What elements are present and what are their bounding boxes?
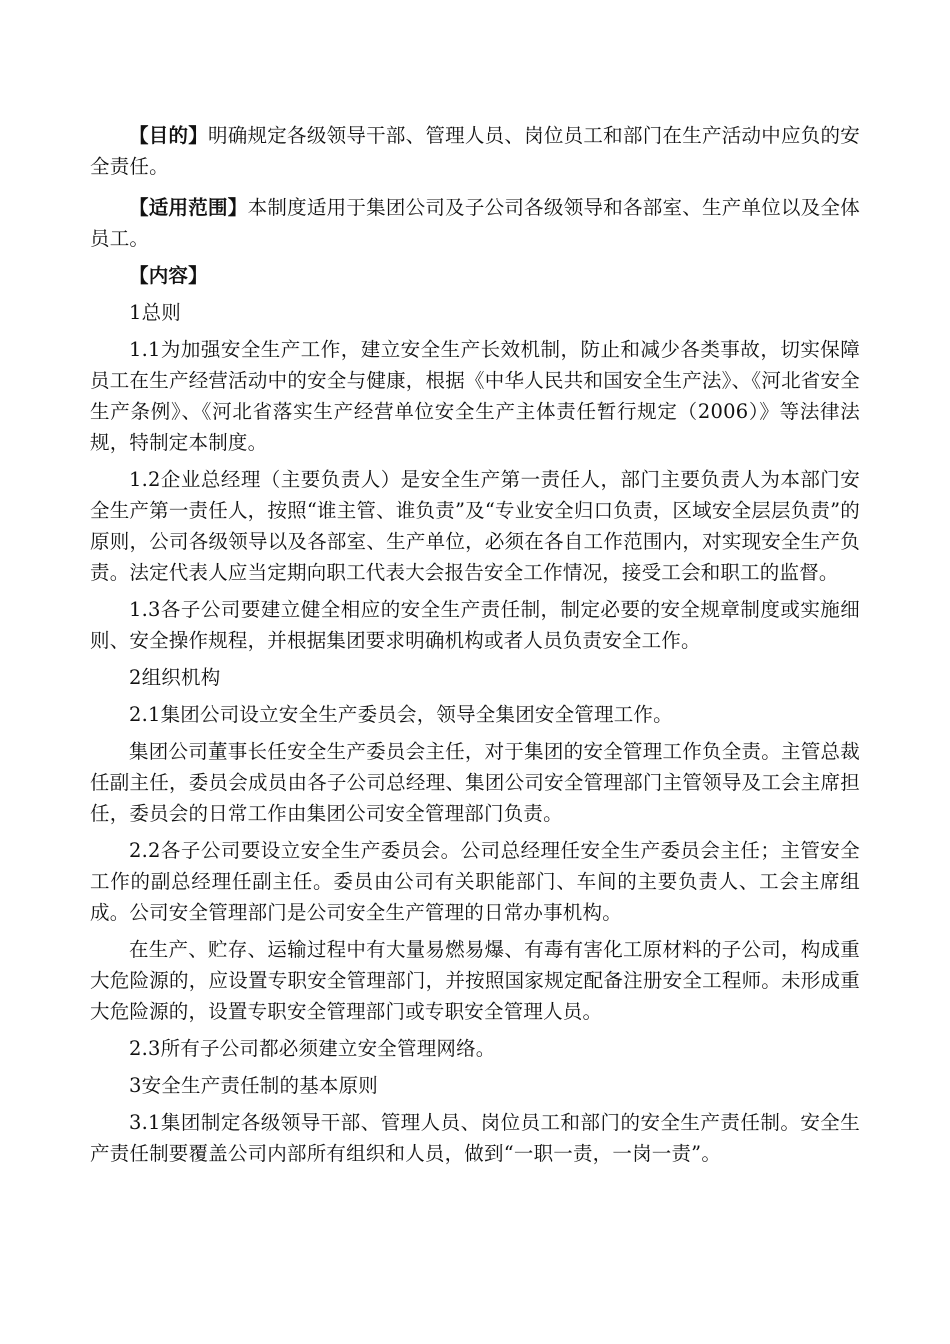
scope-text: 本制度适用于集团公司及子公司各级领导和各部室、生产单位以及全体员工。 (90, 196, 861, 250)
section-heading-principles: 3安全生产责任制的基本原则 (129, 1074, 379, 1097)
paragraph-2-2-detail: 在生产、贮存、运输过程中有大量易燃易爆、有毒有害化工原材料的子公司，构成重大危险源的，应设置专职安全管理部门，并按照国家规定配备注册安全工程师。未形成重大危险源的，设置专职安全管理部门或专职安全管理人员。 (90, 938, 860, 1023)
paragraph-2-3: 2.3所有子公司都必须建立安全管理网络。 (129, 1037, 496, 1060)
paragraph-1-2: 1.2企业总经理（主要负责人）是安全生产第一责任人，部门主要负责人为本部门安全生产第一责任人，按照“谁主管、谁负责”及“专业安全归口负责，区域安全层层负责”的原则，公司各级领导以及各部室、生产单位，必须在各自工作范围内，对实现安全生产负责。法定代表人应当定期向职工代表大会报告安全工作情况，接受工会和职工的监督。 (90, 468, 860, 584)
scope-label: 【适用范围】 (129, 196, 248, 219)
paragraph-1-3: 1.3各子公司要建立健全相应的安全生产责任制，制定必要的安全规章制度或实施细则、安全操作规程，并根据集团要求明确机构或者人员负责安全工作。 (90, 598, 860, 652)
section-heading-organization: 2组织机构 (129, 666, 221, 689)
content-heading (90, 260, 860, 291)
purpose-label: 【目的】 (129, 124, 209, 147)
purpose-paragraph (90, 120, 860, 182)
content-label: 【内容】 (129, 264, 208, 287)
scope-paragraph (90, 192, 860, 254)
paragraph-3-1: 3.1集团制定各级领导干部、管理人员、岗位员工和部门的安全生产责任制。安全生产责任制要覆盖公司内部所有组织和人员，做到“一职一责，一岗一责”。 (90, 1111, 860, 1165)
paragraph-2-2: 2.2各子公司要设立安全生产委员会。公司总经理任安全生产委员会主任；主管安全工作的副总经理任副主任。委员由公司有关职能部门、车间的主要负责人、工会主席组成。公司安全管理部门是公司安全生产管理的日常办事机构。 (90, 839, 860, 924)
paragraph-1-1: 1.1为加强安全生产工作，建立安全生产长效机制，防止和减少各类事故，切实保障员工在生产经营活动中的安全与健康，根据《中华人民共和国安全生产法》、《河北省安全生产条例》、《河北省落实生产经营单位安全生产主体责任暂行规定（2006）》等法律法规，特制定本制度。 (90, 338, 860, 454)
purpose-text: 明确规定各级领导干部、管理人员、岗位员工和部门在生产活动中应负的安全责任。 (90, 124, 860, 178)
section-heading-general: 1总则 (129, 301, 182, 324)
paragraph-2-1: 2.1集团公司设立安全生产委员会，领导全集团安全管理工作。 (129, 703, 673, 726)
document-body (90, 120, 860, 1175)
paragraph-2-1-detail: 集团公司董事长任安全生产委员会主任，对于集团的安全管理工作负全责。主管总裁任副主任，委员会成员由各子公司总经理、集团公司安全管理部门主管领导及工会主席担任，委员会的日常工作由集团公司安全管理部门负责。 (90, 740, 860, 825)
